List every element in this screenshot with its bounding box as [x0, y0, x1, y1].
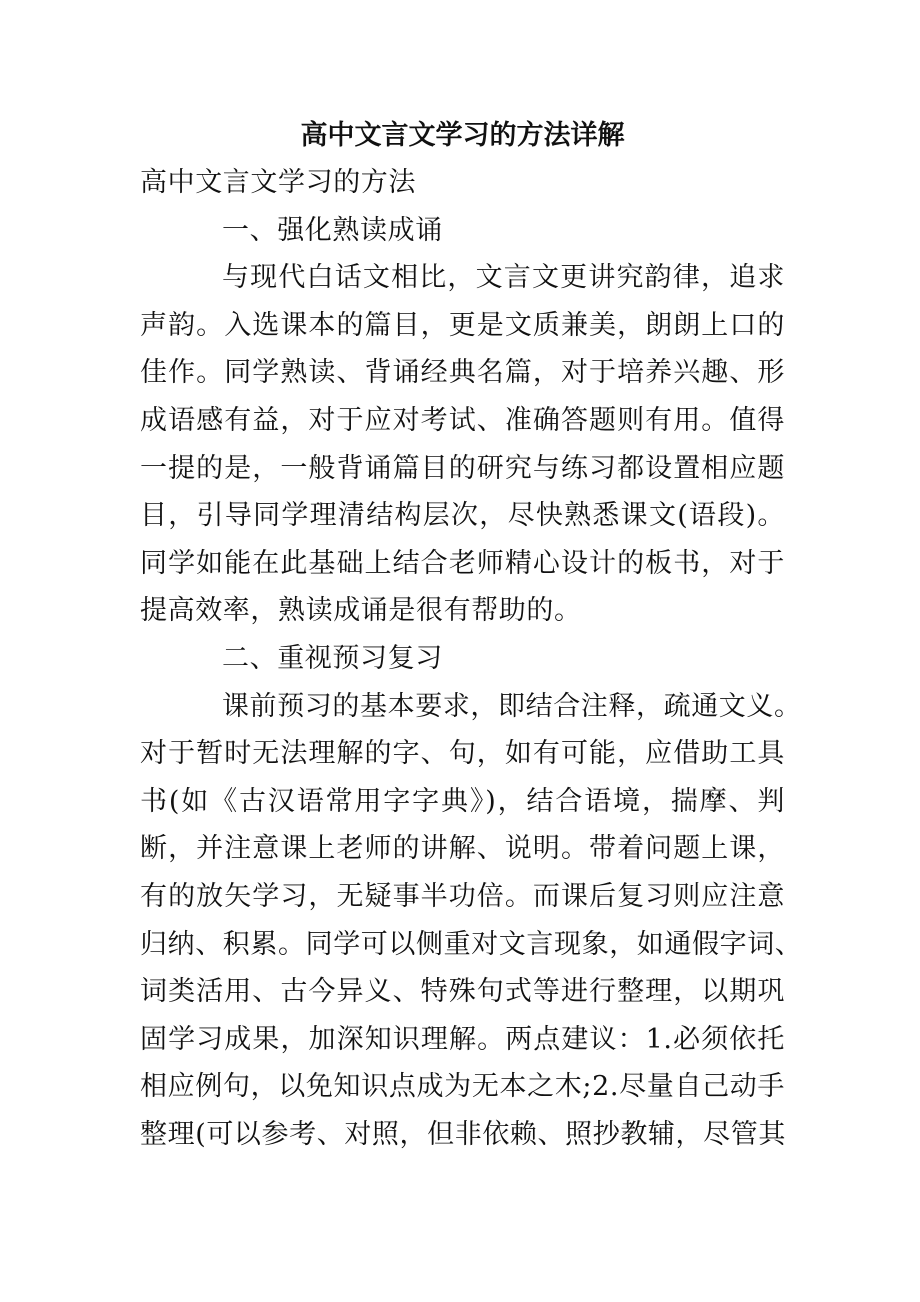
paragraph-line: 词类活用、古今异义、特殊句式等进行整理，以期巩	[140, 976, 785, 1008]
paragraph-line: 与现代白话文相比，文言文更讲究韵律，追求	[222, 262, 785, 294]
paragraph-line: 声韵。入选课本的篇目，更是文质兼美，朗朗上口的	[140, 309, 785, 341]
document-page	[140, 113, 803, 1158]
paragraph-line: 课前预习的基本要求，即结合注释，疏通文义。	[222, 690, 802, 722]
section-heading-2: 二、重视预习复习	[222, 642, 443, 674]
document-subtitle: 高中文言文学习的方法	[140, 167, 416, 198]
paragraph-line: 成语感有益，对于应对考试、准确答题则有用。值得	[140, 404, 785, 436]
paragraph-line: 提高效率，熟读成诵是很有帮助的。	[140, 595, 582, 627]
paragraph-line: 整理(可以参考、对照，但非依赖、照抄教辅，尽管其	[140, 1118, 786, 1150]
paragraph-line: 归纳、积累。同学可以侧重对文言现象，如通假字词、	[140, 928, 803, 960]
paragraph-line: 书(如《古汉语常用字字典》)，结合语境，揣摩、判	[140, 785, 785, 817]
paragraph-line: 同学如能在此基础上结合老师精心设计的板书，对于	[140, 547, 785, 579]
paragraph-line: 有的放矢学习，无疑事半功倍。而课后复习则应注意	[140, 880, 785, 912]
paragraph-line: 一提的是，一般背诵篇目的研究与练习都设置相应题	[140, 452, 785, 484]
paragraph-line: 断，并注意课上老师的讲解、说明。带着问题上课，	[140, 833, 785, 865]
paragraph-line: 佳作。同学熟读、背诵经典名篇，对于培养兴趣、形	[140, 357, 785, 389]
document-title: 高中文言文学习的方法详解	[300, 120, 625, 151]
paragraph-line: 相应例句，以免知识点成为无本之木;2.尽量自己动手	[140, 1071, 785, 1103]
section-heading-1: 一、强化熟读成诵	[222, 214, 443, 246]
paragraph-line: 固学习成果，加深知识理解。两点建议：1.必须依托	[140, 1023, 785, 1055]
paragraph-line: 对于暂时无法理解的字、句，如有可能，应借助工具	[140, 738, 785, 770]
paragraph-line: 目，引导同学理清结构层次，尽快熟悉课文(语段)。	[140, 500, 785, 532]
